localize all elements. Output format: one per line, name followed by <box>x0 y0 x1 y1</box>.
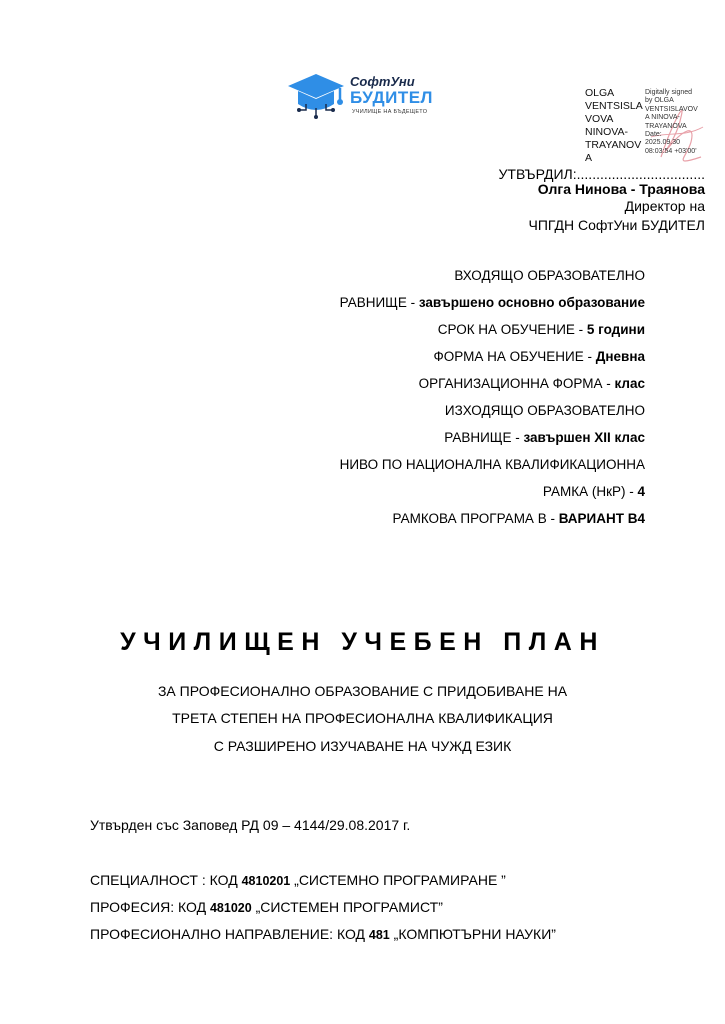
info-value: 5 години <box>586 322 645 337</box>
approval-order: Утвърден със Заповед РД 09 – 4144/29.08.2017 г. <box>90 817 411 833</box>
graduation-cap-icon <box>286 70 346 122</box>
info-label: ОРГАНИЗАЦИОННА ФОРМА - <box>418 376 615 391</box>
logo-brand-main: БУДИТЕЛ <box>350 88 433 107</box>
info-value: ВАРИАНТ В4 <box>558 511 645 526</box>
signature-details <box>645 89 715 156</box>
info-label: СРОК НА ОБУЧЕНИЕ - <box>437 322 587 337</box>
info-input-level <box>340 295 645 310</box>
info-value: Дневна <box>595 349 645 364</box>
info-nqf <box>543 484 645 499</box>
info-label: ФОРМА НА ОБУЧЕНИЕ - <box>433 349 596 364</box>
subtitle-line: С РАЗШИРЕНО ИЗУЧАВАНЕ НА ЧУЖД ЕЗИК <box>213 738 512 754</box>
info-label: РАМКА (НкР) - <box>542 484 638 499</box>
signature-info-line: TRAYANOVA <box>645 122 687 130</box>
signature-info-line: A NINOVA- <box>645 114 680 122</box>
signature-name-line: OLGA <box>585 87 615 99</box>
signature-name-line: NINOVA- <box>585 126 628 138</box>
director-title: Директор на <box>624 198 705 214</box>
signature-info-line: Date: <box>645 131 662 139</box>
info-value: клас <box>614 376 645 391</box>
signature-name <box>585 87 643 165</box>
signature-name-line: TRAYANOV <box>585 139 642 151</box>
subtitle-line: ТРЕТА СТЕПЕН НА ПРОФЕСИОНАЛНА КВАЛИФИКАЦИЯ <box>172 710 553 726</box>
info-study-form <box>434 349 645 364</box>
subtitle-line: ЗА ПРОФЕСИОНАЛНО ОБРАЗОВАНИЕ С ПРИДОБИВАНЕ НА <box>157 683 568 699</box>
signature-info-line: 2025.09.30 <box>645 139 681 147</box>
profession-name: „СИСТЕМЕН ПРОГРАМИСТ” <box>251 899 443 915</box>
info-framework-program <box>392 511 645 526</box>
signature-info-line: VENTSISLAVOV <box>645 105 698 113</box>
info-organization-form <box>419 376 645 391</box>
signature-info-line: Digitally signed <box>645 89 693 96</box>
field-name: „КОМПЮТЪРНИ НАУКИ” <box>389 926 556 942</box>
director-name: Олга Нинова - Траянова <box>537 181 705 197</box>
page-title: УЧИЛИЩЕН УЧЕБЕН ПЛАН <box>120 628 605 656</box>
info-value: 4 <box>637 484 645 499</box>
info-value: завършен XII клас <box>523 430 645 445</box>
specialty-line <box>90 872 506 888</box>
logo-brand-top: СофтУни <box>350 74 415 89</box>
info-nqf-heading: НИВО ПО НАЦИОНАЛНА КВАЛИФИКАЦИОННА <box>339 457 645 472</box>
specialty-label: СПЕЦИАЛНОСТ : КОД <box>90 872 242 888</box>
school-logo <box>286 70 436 122</box>
specialty-name: „СИСТЕМНО ПРОГРАМИРАНЕ ” <box>290 872 506 888</box>
info-label: РАВНИЩЕ - <box>339 295 419 310</box>
field-line <box>90 926 556 942</box>
signature-name-line: A <box>585 152 593 164</box>
field-code: 481 <box>368 928 390 942</box>
info-label: РАМКОВА ПРОГРАМА В - <box>392 511 559 526</box>
profession-label: ПРОФЕСИЯ: КОД <box>90 899 210 915</box>
approved-label: УТВЪРДИЛ:................................. <box>498 166 705 182</box>
profession-code: 481020 <box>209 901 252 915</box>
director-school: ЧПГДН СофтУни БУДИТЕЛ <box>528 217 705 233</box>
signature-info-line: 08:03:54 +03'00' <box>645 147 697 155</box>
signature-name-line: VENTSISLA <box>585 100 643 112</box>
logo-tagline: УЧИЛИЩЕ НА БЪДЕЩЕТО <box>352 109 428 115</box>
info-label: РАВНИЩЕ - <box>444 430 524 445</box>
digital-signature <box>585 87 715 177</box>
signature-name-line: VOVA <box>585 113 614 125</box>
signature-info-line: by OLGA <box>645 97 674 105</box>
info-duration <box>438 322 645 337</box>
specialty-code: 4810201 <box>241 874 291 888</box>
info-value: завършено основно образование <box>418 295 645 310</box>
info-output-level <box>444 430 645 445</box>
profession-line <box>90 899 443 915</box>
info-output-level-heading: ИЗХОДЯЩО ОБРАЗОВАТЕЛНО <box>444 403 645 418</box>
field-label: ПРОФЕСИОНАЛНО НАПРАВЛЕНИЕ: КОД <box>90 926 369 942</box>
info-input-level-heading: ВХОДЯЩО ОБРАЗОВАТЕЛНО <box>454 268 645 283</box>
